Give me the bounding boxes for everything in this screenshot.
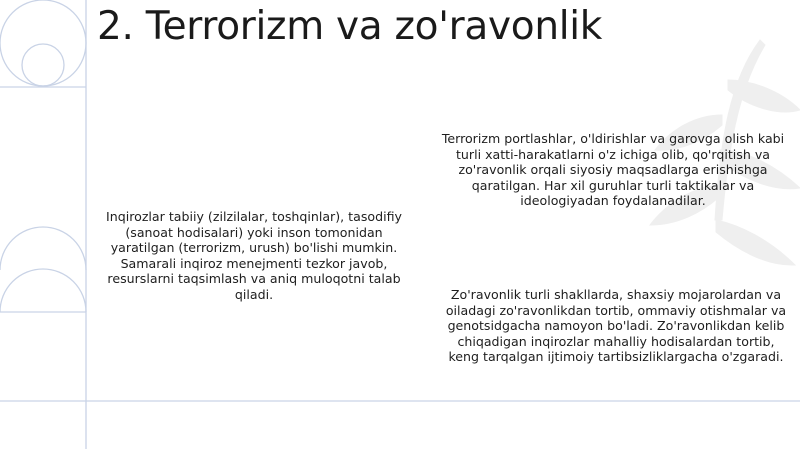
outer-circle-decoration xyxy=(0,0,86,86)
terrorism-paragraph: Terrorizm portlashlar, o'ldirishlar va garovga olish kabi turli xatti-harakatlarni o'z ichiga olib, qo'rqitish va zo'ravonlik orqali siyosiy maqsadlarga erishishga qaratilgan. Har xil guruhlar turli taktikalar va ideologiyadan foydalanadilar. xyxy=(441,131,785,209)
violence-paragraph: Zo'ravonlik turli shakllarda, shaxsiy mojarolardan va oiladagi zo'ravonlikdan tortib, ommaviy otishmalar va genotsidgacha namoyon bo'ladi. Zo'ravonlikdan kelib chiqadigan inqirozlar mahalliy hodisalardan tortib, keng tarqalgan ijtimoiy tartibsizliklargacha o'zgaradi. xyxy=(445,287,787,365)
slide-title: 2. Terrorizm va zo'ravonlik xyxy=(97,4,603,49)
crisis-types-paragraph: Inqirozlar tabiiy (zilzilalar, toshqinlar), tasodifiy (sanoat hodisalari) yoki inson tomonidan yaratilgan (terrorizm, urush) bo'lishi mumkin. Samarali inqiroz menejmenti tezkor javob, resurslarni taqsimlash va aniq muloqotni talab qiladi. xyxy=(106,209,402,302)
inner-circle-decoration xyxy=(22,44,64,86)
